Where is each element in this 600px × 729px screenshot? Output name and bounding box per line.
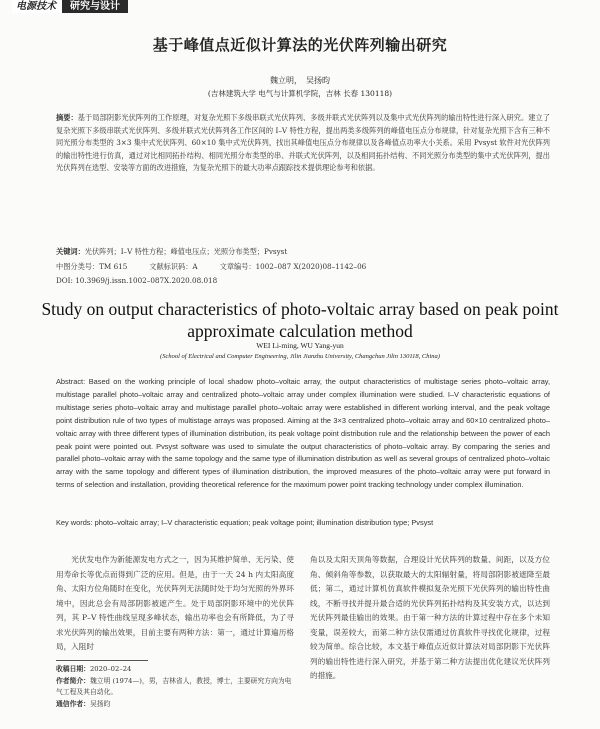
author-bio-text: 魏立明 (1974—)，男，吉林省人，教授，博士，主要研究方向为电气工程及其自动化。 [56, 677, 292, 696]
chinese-keywords-text: 光伏阵列；I–V 特性方程；峰值电压点；光照分布类型；Pvsyst [84, 247, 288, 256]
document-code: 文献标识码：A [149, 262, 198, 271]
clc-number: 中图分类号：TM 615 [56, 262, 128, 271]
chinese-abstract-label: 摘要： [56, 113, 78, 122]
classification-row [56, 262, 550, 272]
corresponding-label: 通信作者： [56, 700, 90, 708]
chinese-title: 基于峰值点近似计算法的光伏阵列输出研究 [152, 36, 448, 54]
corresponding-author [56, 699, 294, 710]
chinese-abstract-text: 基于局部阴影光伏阵列的工作原理，对复杂光照下多级串联式光伏阵列、多级并联式光伏阵列以及集中式光伏阵列的输出特性进行深入研究。建立了复杂光照下多级串联式光伏阵列、多级并联式光伏阵列各工作区间的 I–V 特性方程，提出两类多级阵列的峰值电压点分布规律，针对复杂光照下含有三种不同光照分布类型的 3×3 集中式光伏阵列、60×10 集中式光伏阵列，找出其峰值电压点分布规律以及各峰值点功率大小关系。采用 Pvsyst 软件对光伏阵列的输出特性进行仿真，通过对比相同拓扑结构、相同光照分布类型的串、并联式光伏阵列，以及相同拓扑结构、不同光照分布类型的集中式光伏阵列，提出光伏阵列在选型、安装等方面的改进措施，为复杂光照下的最大功率点跟踪技术提供理论参考和依据。 [56, 113, 550, 172]
english-keywords-text: photo–voltaic array; I–V characteristic equation; peak voltage point; illumination distribution type; Pvsyst [94, 518, 434, 527]
chinese-keywords-label: 关键词： [56, 247, 85, 256]
english-keywords [56, 518, 550, 527]
author-bio [56, 676, 294, 698]
english-affiliation: (School of Electrical and Computer Engineering, Jilin Jianzhu University, Changchun Jilin 130118, China) [160, 353, 440, 360]
corresponding-value: 吴扬昀 [89, 700, 111, 708]
chinese-authors: 魏立明， 吴扬昀 [270, 76, 330, 85]
chinese-keywords [56, 247, 550, 257]
english-abstract-text: Based on the working principle of local shadow photo–voltaic array, the output characteristics of multistage series photo–voltaic array, multistage parallel photo–voltaic array and centralized photo–voltaic array under complex illumination were studied. I–V characteristic equations of multistage series photo–voltaic array and multistage parallel photo–voltaic array were established in different working interval, and the peak voltage point distribution rule of two types of multistage arrays was proposed. Aiming at the 3×3 centralized photo–voltaic array and 60×10 centralized photo–voltaic array with three different types of illumination distribution, its peak voltage point distribution rule and the relationship between the power of each peak point were pointed out. Pvsyst software was used to simulate the output characteristics of photo–voltaic array. By comparing the series and parallel photo–voltaic array with the same topology and the same type of illumination distribution as well as several groups of centralized photo–voltaic array with the same topology and different types of illumination distribution, the improved measures of the photo–voltaic array were put forward in terms of selection and installation, providing theoretical reference for the maximum power point tracking technology under complex illumination. [56, 377, 551, 490]
section-name: 研究与设计 [62, 0, 128, 13]
journal-header [12, 0, 202, 13]
received-label: 收稿日期： [56, 665, 90, 673]
body-column-left: 光伏发电作为新能源发电方式之一，因为其维护简单、无污染、使用寿命长等优点而得到广泛的应用。但是，由于一天 24 h 内太阳高度角、太阳方位角随时在变化，光伏阵列无法随时处于均匀光照的外界环境中，因此总会有局部阴影被遮产生。处于局部阴影环境中的光伏阵列，其 P–V 特性曲线呈现多峰状态，输出功率也会有所降低，为了寻求光伏阵列的输出效果，目前主要有两种方法：第一，通过计算遍历格局，入阻时 [56, 555, 294, 651]
received-date [56, 664, 294, 675]
chinese-affiliation: (吉林建筑大学 电气与计算机学院，吉林 长春 130118) [207, 89, 393, 98]
received-value: 2020–02–24 [89, 665, 132, 673]
chinese-abstract [56, 112, 550, 175]
english-title: Study on output characteristics of photo-voltaic array based on peak point approximate calculation method [41, 299, 559, 341]
footnote-divider [56, 660, 148, 661]
journal-name: 电源技术 [12, 0, 62, 13]
author-bio-label: 作者简介： [56, 677, 90, 685]
article-number: 文章编号：1002–087 X(2020)08–1142–06 [219, 262, 367, 271]
english-authors: WEI Li-ming, WU Yang-yun [256, 341, 344, 350]
english-abstract-label: Abstract: [56, 377, 86, 386]
english-abstract [56, 376, 550, 492]
doi: DOI: 10.3969/j.issn.1002–087X.2020.08.018 [56, 276, 218, 285]
english-keywords-label: Key words: [56, 518, 93, 527]
body-column-right: 角以及太阳天顶角等数据，合理设计光伏阵列的数量、间距，以及方位角、倾斜角等参数，以获取最大的太阳辐射量，将局部阴影被遮降至最低；第二，通过计算机仿真软件模拟复杂光照下光伏阵列的输出特性曲线，不断寻找并提升最合适的光伏阵列拓扑结构及其安装方式，以达到光伏阵列最佳输出的效果。由于第一种方法的计算过程中存在多个未知变量，误差较大，而第二种方法仅需通过仿真软件寻找优化规律，过程较为简单。综合比较，本文基于峰值点近似计算法对局部阴影下光伏阵列的输出特性进行深入研究，并基于第二种方法提出优化建议光伏阵列的措施。 [310, 555, 550, 680]
